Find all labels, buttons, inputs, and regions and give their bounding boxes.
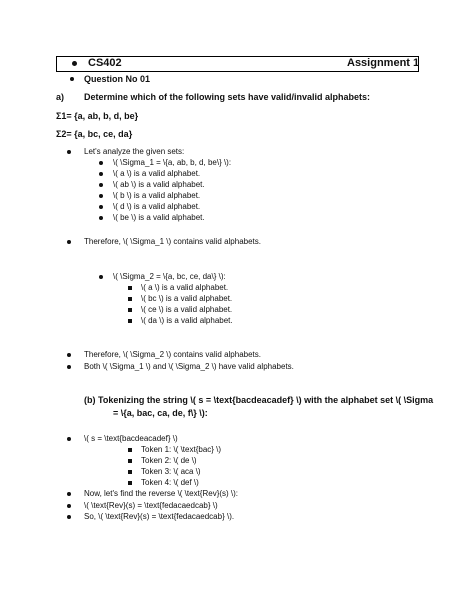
square-bullet-icon <box>128 319 132 323</box>
reverse-so: So, \( \text{Rev}(s) = \text{fedacaedcab} \). <box>84 512 235 521</box>
course-code: CS402 <box>88 57 122 69</box>
reverse-intro: Now, let's find the reverse \( \text{Rev}(s) \): <box>84 489 239 498</box>
bullet-icon <box>99 216 103 220</box>
question-label: Question No 01 <box>84 74 151 84</box>
sigma1-item: \( b \) is a valid alphabet. <box>113 191 201 200</box>
bullet-icon <box>67 437 71 441</box>
bullet-icon <box>99 161 103 165</box>
square-bullet-icon <box>128 308 132 312</box>
bullet-icon <box>99 183 103 187</box>
sigma2-set: Σ2= {a, bc, ce, da} <box>56 129 133 139</box>
square-bullet-icon <box>128 470 132 474</box>
sigma2-item: \( a \) is a valid alphabet. <box>141 283 229 292</box>
string-definition: \( s = \text{bacdeacadef} \) <box>84 434 178 443</box>
sigma1-heading: \( \Sigma_1 = \{a, ab, b, d, be\} \): <box>113 158 232 167</box>
sigma1-item: \( be \) is a valid alphabet. <box>113 213 205 222</box>
token-item: Token 1: \( \text{bac} \) <box>141 445 222 454</box>
bullet-icon <box>67 150 71 154</box>
bullet-icon <box>67 353 71 357</box>
part-a-marker: a) <box>56 92 65 102</box>
bullet-icon <box>67 492 71 496</box>
bullet-icon <box>67 504 71 508</box>
bullet-icon <box>67 515 71 519</box>
sigma1-item: \( a \) is a valid alphabet. <box>113 169 201 178</box>
assignment-title: Assignment 1 <box>347 57 420 69</box>
square-bullet-icon <box>128 481 132 485</box>
reverse-equation: \( \text{Rev}(s) = \text{fedacaedcab} \) <box>84 501 218 510</box>
part-b-heading-line2: = \{a, bac, ca, de, f\} \): <box>113 408 208 418</box>
part-a-text: Determine which of the following sets have valid/invalid alphabets: <box>84 92 371 102</box>
sigma1-item: \( d \) is a valid alphabet. <box>113 202 201 211</box>
sigma1-set: Σ1= {a, ab, b, d, be} <box>56 111 139 121</box>
bullet-icon <box>99 275 103 279</box>
token-item: Token 4: \( def \) <box>141 478 199 487</box>
bullet-icon <box>72 61 77 66</box>
token-item: Token 3: \( aca \) <box>141 467 201 476</box>
both-conclusion: Both \( \Sigma_1 \) and \( \Sigma_2 \) have valid alphabets. <box>84 362 294 371</box>
sigma2-item: \( bc \) is a valid alphabet. <box>141 294 233 303</box>
sigma2-conclusion: Therefore, \( \Sigma_2 \) contains valid alphabets. <box>84 350 261 359</box>
sigma2-heading: \( \Sigma_2 = \{a, bc, ce, da\} \): <box>113 272 226 281</box>
square-bullet-icon <box>128 459 132 463</box>
analysis-intro: Let's analyze the given sets: <box>84 147 185 156</box>
bullet-icon <box>67 240 71 244</box>
bullet-icon <box>99 194 103 198</box>
bullet-icon <box>67 365 71 369</box>
bullet-icon <box>99 172 103 176</box>
sigma2-item: \( da \) is a valid alphabet. <box>141 316 233 325</box>
sigma2-item: \( ce \) is a valid alphabet. <box>141 305 233 314</box>
token-item: Token 2: \( de \) <box>141 456 197 465</box>
sigma1-conclusion: Therefore, \( \Sigma_1 \) contains valid alphabets. <box>84 237 261 246</box>
square-bullet-icon <box>128 286 132 290</box>
square-bullet-icon <box>128 448 132 452</box>
sigma1-item: \( ab \) is a valid alphabet. <box>113 180 205 189</box>
bullet-icon <box>99 205 103 209</box>
bullet-icon <box>70 77 74 81</box>
square-bullet-icon <box>128 297 132 301</box>
part-b-heading-line1: (b) Tokenizing the string \( s = \text{bacdeacadef} \) with the alphabet set \( \Sigma <box>84 395 434 405</box>
